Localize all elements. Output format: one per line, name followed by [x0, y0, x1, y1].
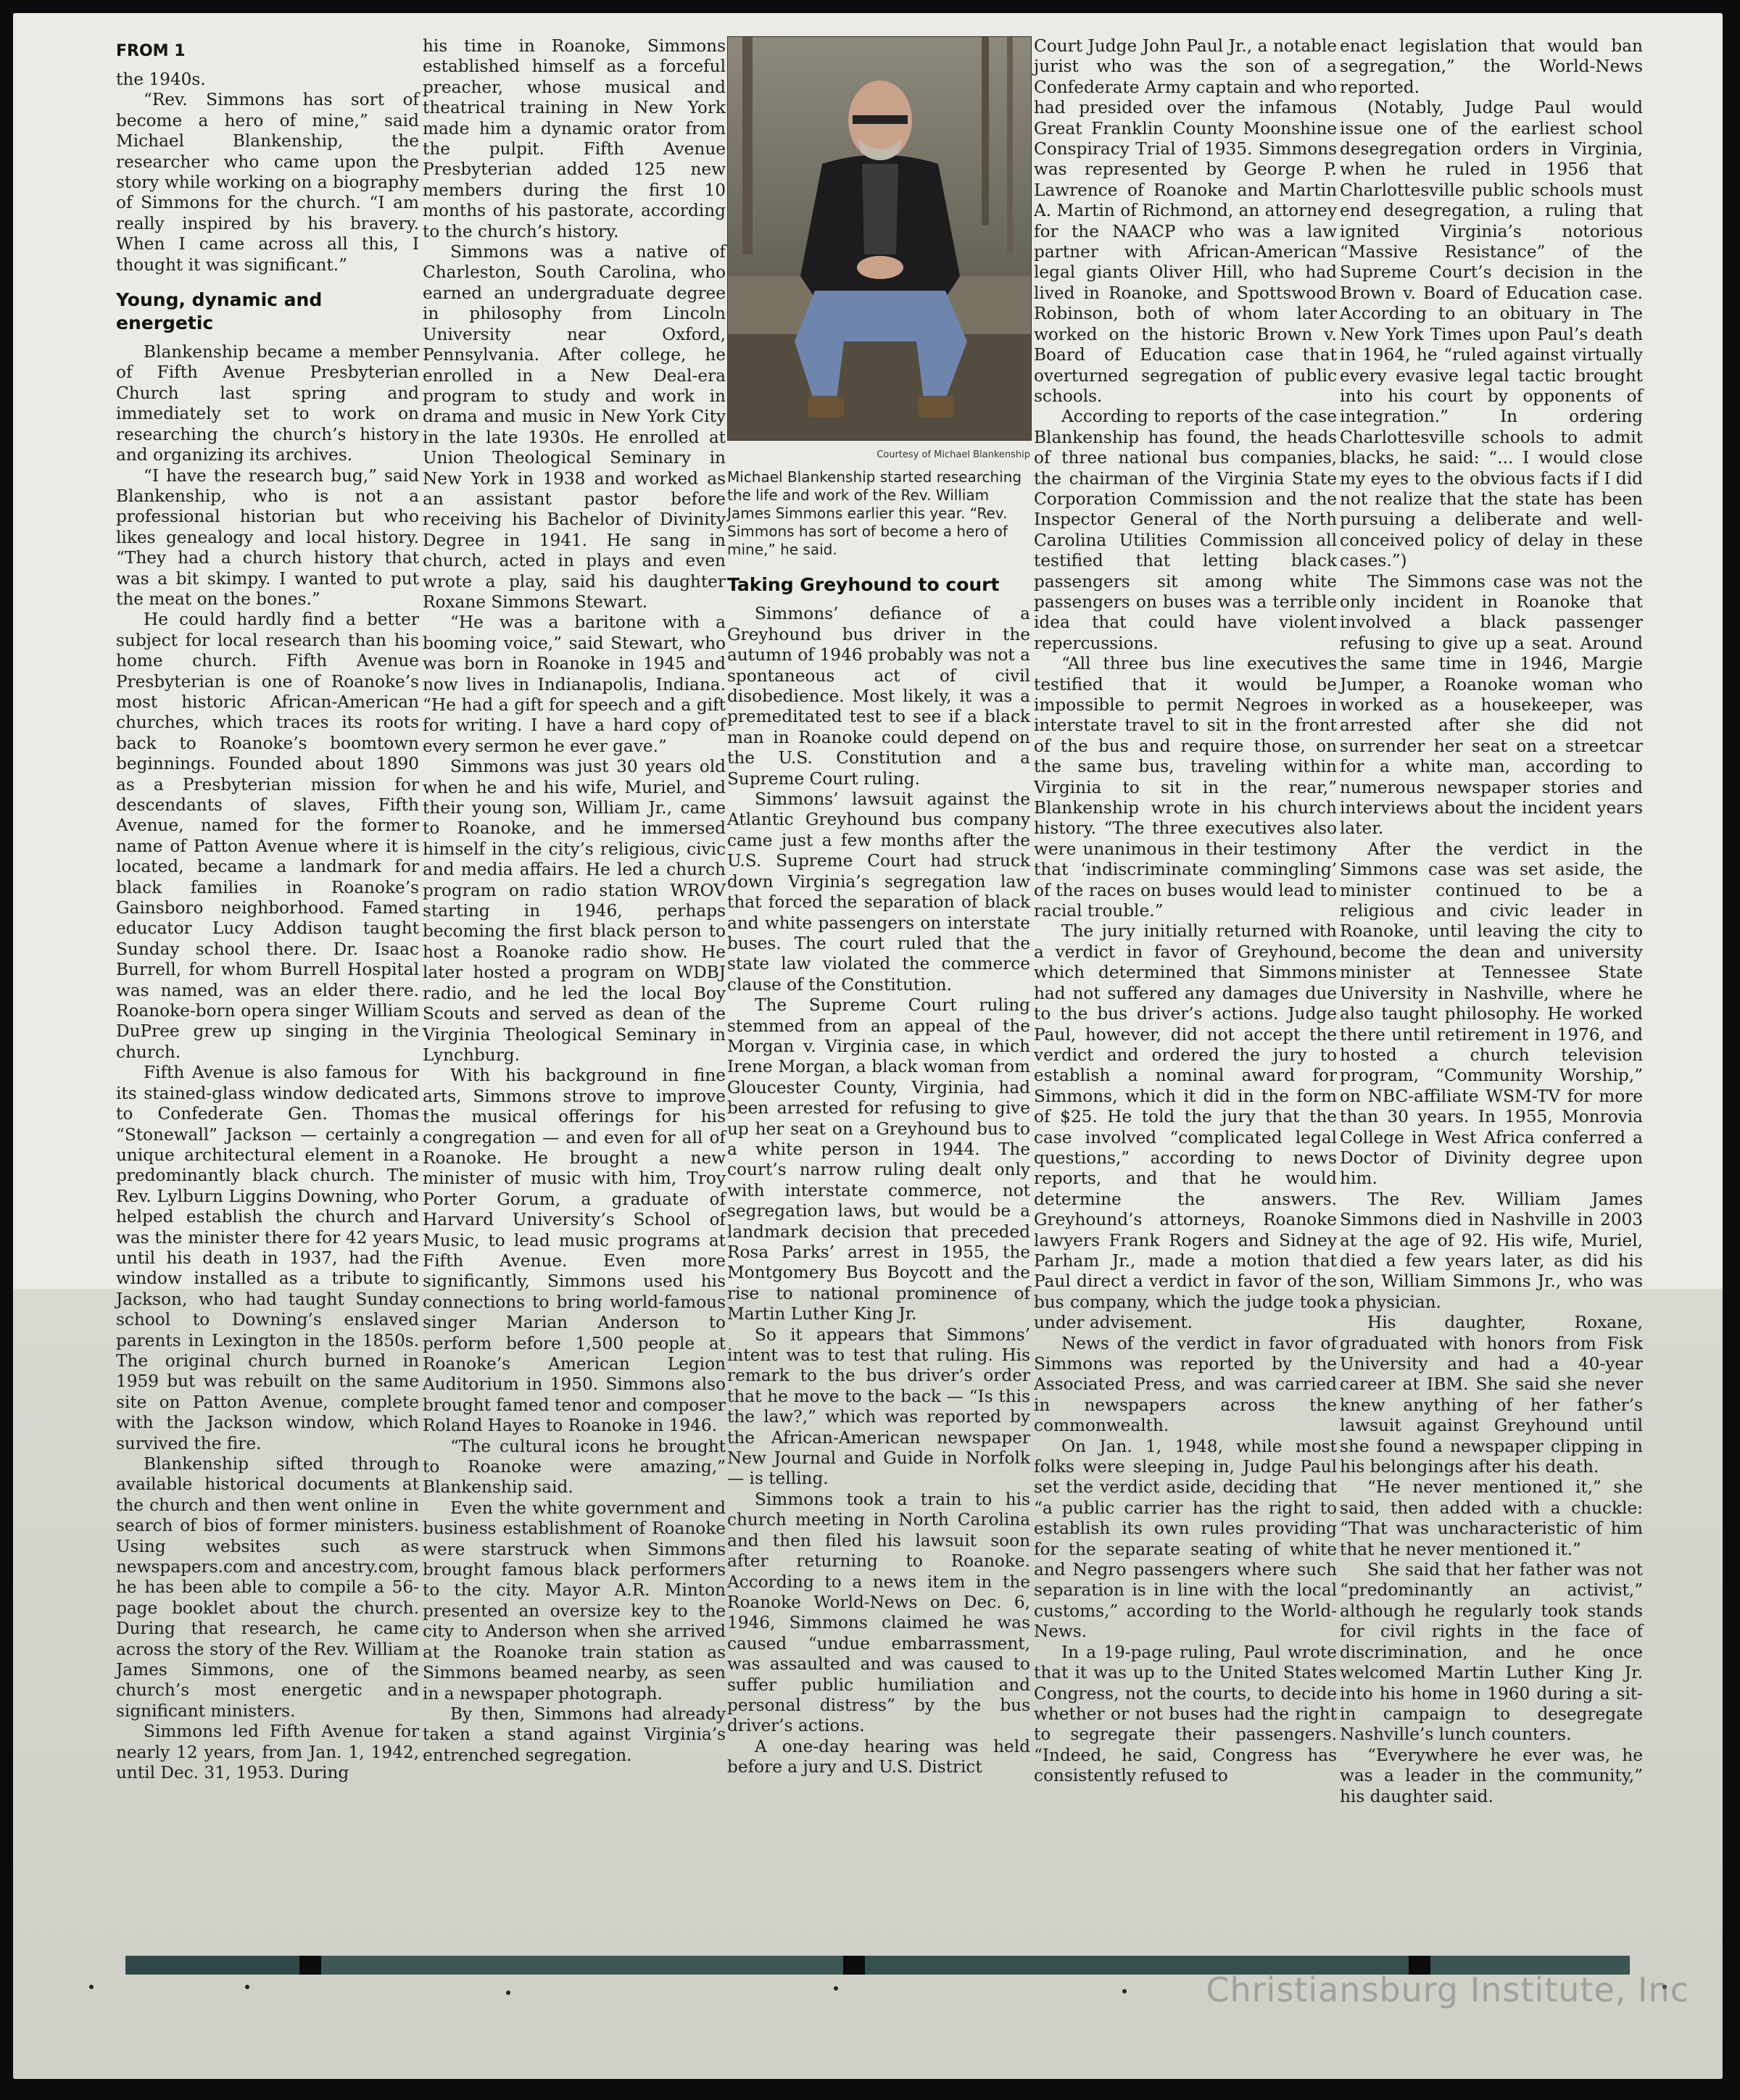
subheading: Young, dynamic and energetic — [116, 289, 323, 334]
registration-dot — [245, 1985, 249, 1989]
strip-segment — [843, 1956, 865, 1975]
article-column-3 — [727, 36, 1030, 1778]
article-column-4 — [1034, 36, 1337, 1787]
paragraph: News of the verdict in favor of Simmons was reported by the Associated Press, and was carried in newspapers across the commonwealth. — [1034, 1333, 1337, 1436]
paragraph: (Notably, Judge Paul would issue one of the earliest school desegregation orders in Virginia, when he ruled in 1956 that Charlottesville public schools must end desegregation, a ruling that ignited Virginia’s notorious “Massive Resistance” of the Supreme Court’s decision in the Brown v. Board of Education case. According to an obituary in The New York Times upon Paul’s death in 1964, he “ruled against virtually every evasive legal tactic brought into his court by opponents of integration.” In ordering Charlottesville schools to admit blacks, he said: “... I would close my eyes to the obvious facts if I did not realize that the state has been pursuing a deliberate and well-conceived policy of delay in these cases.”) — [1340, 98, 1643, 571]
article-column-2 — [423, 36, 726, 1766]
newspaper-page — [13, 13, 1723, 2079]
paragraph: She said that her father was not “predominantly an activist,” although he regularly took stands for civil rights in the face of discrimination, and he once welcomed Martin Luther King Jr. into his home in 1960 during a sit-in campaign to desegregate Nashville’s lunch counters. — [1340, 1560, 1643, 1745]
photo-credit: Courtesy of Michael Blankenship — [877, 449, 1030, 460]
photo-block — [727, 36, 1030, 559]
paragraph: Simmons’ defiance of a Greyhound bus driver in the autumn of 1946 probably was not a spontaneous act of civil disobedience. Most likely, it was a premeditated test to see if a black man in Roanoke could depend on the U.S. Constitution and a Supreme Court ruling. — [727, 604, 1030, 789]
paragraph: The Supreme Court ruling stemmed from an appeal of the Morgan v. Virginia case, in which Irene Morgan, a black woman from Gloucester County, Virginia, had been arrested for refusing to give up her seat on a Greyhound bus to a white person in 1944. The court’s narrow ruling dealt only with interstate commerce, not segregation laws, but would be a landmark decision that preceded Rosa Parks’ arrest in 1955, the Montgomery Bus Boycott and the rise to national prominence of Martin Luther King Jr. — [727, 995, 1030, 1324]
paragraph: Simmons led Fifth Avenue for nearly 12 years, from Jan. 1, 1942, until Dec. 31, 1953. During — [116, 1722, 419, 1783]
strip-segment — [299, 1956, 321, 1975]
paragraph: Fifth Avenue is also famous for its stained-glass window dedicated to Confederate Gen. Thomas “Stonewall” Jackson — certainly a unique architectural element in a predominantly black church. The Rev. Lylburn Liggins Downing, who helped establish the church and was the minister there for 42 years until his death in 1937, had the window installed as a tribute to Jackson, who had taught Sunday school to Downing’s enslaved parents in Lexington in the 1850s. The original church burned in 1959 but was rebuilt on the same site on Patton Avenue, complete with the Jackson window, which survived the fire. — [116, 1063, 419, 1453]
paragraph: “All three bus line executives testified that it would be impossible to permit Negroes in interstate travel to sit in the front of the bus and require those, on the same bus, traveling within Virginia to sit in the rear,” Blankenship wrote in his church history. “The three executives also were unanimous in their testimony that ‘indiscriminate commingling’ of the races on buses would lead to racial trouble.” — [1034, 654, 1337, 921]
paragraph: “The cultural icons he brought to Roanoke were amazing,” Blankenship said. — [423, 1436, 726, 1498]
paragraph: The Rev. William James Simmons died in Nashville in 2003 at the age of 92. His wife, Muriel, died a few years later, as did his son, William Simmons Jr., who was a physician. — [1340, 1189, 1643, 1312]
paragraph: With his background in fine arts, Simmons strove to improve the musical offerings for his congregation — and even for all of Roanoke. He brought a new minister of music with him, Troy Porter Gorum, a graduate of Harvard University’s School of Music, to lead music programs at Fifth Avenue. Even more significantly, Simmons used his connections to bring world-famous singer Marian Anderson to perform before 1,500 people at Roanoke’s American Legion Auditorium in 1950. Simmons also brought famed tenor and composer Roland Hayes to Roanoke in 1946. — [423, 1066, 726, 1436]
watermark-text: Christiansburg Institute, Inc — [1206, 1970, 1689, 2009]
paragraph: the 1940s. — [116, 70, 206, 89]
paragraph: Blankenship became a member of Fifth Avenue Presbyterian Church last spring and immediately set to work on researching the church’s history and organizing its archives. — [116, 342, 419, 465]
article-column-1 — [116, 70, 419, 1784]
paragraph: “He was a baritone with a booming voice,” said Stewart, who was born in Roanoke in 1945 and now lives in Indianapolis, Indiana. “He had a gift for speech and a gift for writing. I have a hard copy of every sermon he ever gave.” — [423, 613, 726, 756]
photo-caption: Michael Blankenship started researching the life and work of the Rev. William James Simmons earlier this year. “Rev. Simmons has sort of become a hero of mine,” he said. — [727, 468, 1022, 559]
paragraph: Simmons was a native of Charleston, South Carolina, who earned an undergraduate degree in philosophy from Lincoln University near Oxford, Pennsylvania. After college, he enrolled in a New Deal-era program to study and work in drama and music in New York City in the late 1930s. He enrolled at Union Theological Seminary in New York in 1938 and worked as an assistant pastor before receiving his Bachelor of Divinity Degree in 1941. He sang in church, acted in plays and even wrote a play, said his daughter Roxane Simmons Stewart. — [423, 242, 726, 612]
jump-kicker: FROM 1 — [116, 42, 186, 60]
paragraph: In a 19-page ruling, Paul wrote that it was up to the United States Congress, not the courts, to decide whether or not buses had the right to segregate their passengers. “Indeed, he said, Congress has consistently refused to — [1034, 1642, 1337, 1786]
paragraph: Court Judge John Paul Jr., a notable jurist who was the son of a Confederate Army captain and who had presided over the infamous Great Franklin County Moonshine Conspiracy Trial of 1935. Simmons was represented by George P. Lawrence of Roanoke and Martin A. Martin of Richmond, an attorney for the NAACP who was a law partner with African-American legal giants Oliver Hill, who had lived in Roanoke, and Spottswood Robinson, both of whom later worked on the historic Brown v. Board of Education case that overturned segregation of public schools. — [1034, 36, 1337, 406]
paragraph: The Simmons case was not the only incident in Roanoke that involved a black passenger refusing to give up a seat. Around the same time in 1946, Margie Jumper, a Roanoke woman who worked as a housekeeper, was arrested after she did not surrender her seat on a streetcar for a white man, according to numerous newspaper stories and interviews about the incident years later. — [1340, 571, 1643, 839]
paragraph: “He never mentioned it,” she said, then added with a chuckle: “That was uncharacteristic of him that he never mentioned it.” — [1340, 1477, 1643, 1559]
paragraph: “Rev. Simmons has sort of become a hero of mine,” said Michael Blankenship, the researcher who came upon the story while working on a biography of Simmons for the church. “I am really inspired by his bravery. When I came across all this, I thought it was significant.” — [116, 90, 419, 275]
strip-segment — [125, 1956, 299, 1975]
paragraph: On Jan. 1, 1948, while most folks were sleeping in, Judge Paul set the verdict aside, deciding that “a public carrier has the right to establish its own rules providing for the separate seating of white and Negro passengers where such separation is in line with the local customs,” according to the World-News. — [1034, 1436, 1337, 1642]
paragraph: According to reports of the case Blankenship has found, the heads of three national bus companies, the chairman of the Virginia State Corporation Commission and the Inspector General of the North Carolina Utilities Commission all testified that letting black passengers sit among white passengers on buses was a terrible idea that could have violent repercussions. — [1034, 407, 1337, 653]
paragraph: Simmons was just 30 years old when he and his wife, Muriel, and their young son, William Jr., came to Roanoke, and he immersed himself in the city’s religious, civic and media affairs. He led a church program on radio station WROV starting in 1946, perhaps becoming the first black person to host a Roanoke radio show. He later hosted a program on WDBJ radio, and he led the local Boy Scouts and served as dean of the Virginia Theological Seminary in Lynchburg. — [423, 757, 726, 1065]
paragraph: So it appears that Simmons’ intent was to test that ruling. His remark to the bus driver’s order that he move to the back — “Is this the law?,” which was reported by the African-American newspaper New Journal and Guide in Norfolk — is telling. — [727, 1324, 1030, 1489]
registration-dot — [506, 1991, 510, 1995]
registration-dot — [1122, 1989, 1127, 1993]
paragraph: Blankenship sifted through available historical documents at the church and then went online in search of bios of former ministers. Using websites such as newspapers.com and ancestry.com, he has been able to compile a 56-page booklet about the church. During that research, he came across the story of the Rev. William James Simmons, one of the church’s most energetic and significant ministers. — [116, 1454, 419, 1721]
paragraph: enact legislation that would ban segregation,” the World-News reported. — [1340, 36, 1643, 97]
paragraph: Even the white government and business establishment of Roanoke were starstruck when Simmons brought famous black performers to the city. Mayor A.R. Minton presented an oversize key to the city to Anderson when she arrived at the Roanoke train station as Simmons beamed nearby, as seen in a newspaper photograph. — [423, 1498, 726, 1703]
paragraph: Simmons’ lawsuit against the Atlantic Greyhound bus company came just a few months after the U.S. Supreme Court had struck down Virginia’s segregation law that forced the separation of black and white passengers on interstate buses. The court ruled that the state law violated the commerce clause of the Constitution. — [727, 789, 1030, 995]
subheading: Taking Greyhound to court — [727, 574, 1000, 596]
paragraph: his time in Roanoke, Simmons established himself as a forceful preacher, whose musical and theatrical training in New York made him a dynamic orator from the pulpit. Fifth Avenue Presbyterian added 125 new members during the first 10 months of his pastorate, according to the church’s history. — [423, 36, 726, 241]
portrait-photo — [727, 36, 1032, 441]
paragraph: After the verdict in the Simmons case was set aside, the minister continued to be a religious and civic leader in Roanoke, until leaving the city to become the dean and university minister at Tennessee State University in Nashville, where he also taught philosophy. He worked there until retirement in 1976, and hosted a church television program, “Community Worship,” on NBC-affiliate WSM-TV for more than 30 years. In 1955, Monrovia College in West Africa conferred a Doctor of Divinity degree upon him. — [1340, 839, 1643, 1189]
paragraph: “I have the research bug,” said Blankenship, who is not a professional historian but who likes genealogy and local history. “They had a church history that was a bit skimpy. I wanted to put the meat on the bones.” — [116, 465, 419, 609]
article-column-5 — [1340, 36, 1643, 1807]
paragraph: His daughter, Roxane, graduated with honors from Fisk University and had a 40-year career at IBM. She said she never knew anything of her father’s lawsuit against Greyhound until she found a newspaper clipping in his belongings after his death. — [1340, 1313, 1643, 1477]
paragraph: The jury initially returned with a verdict in favor of Greyhound, which determined that Simmons had not suffered any damages due to the bus driver’s actions. Judge Paul, however, did not accept the verdict and ordered the jury to establish a nominal award for Simmons, which it did in the form of $25. He told the jury that the case involved “complicated legal questions,” according to news reports, and that he would determine the answers. Greyhound’s attorneys, Roanoke lawyers Frank Rogers and Sidney Parham Jr., made a motion that Paul direct a verdict in favor of the bus company, which the judge took under advisement. — [1034, 921, 1337, 1333]
paragraph: By then, Simmons had already taken a stand against Virginia’s entrenched segregation. — [423, 1703, 726, 1765]
registration-dot — [89, 1985, 94, 1989]
paragraph: “Everywhere he ever was, he was a leader in the community,” his daughter said. — [1340, 1745, 1643, 1806]
registration-dot — [834, 1986, 838, 1991]
paragraph: Simmons took a train to his church meeting in North Carolina and then filed his lawsuit soon after returning to Roanoke. According to a news item in the Roanoke World-News on Dec. 6, 1946, Simmons claimed he was caused “undue embarrassment, was assaulted and was caused to suffer public humiliation and personal distress” by the bus driver’s actions. — [727, 1489, 1030, 1736]
paragraph: A one-day hearing was held before a jury and U.S. District — [727, 1736, 1030, 1777]
paragraph: He could hardly find a better subject for local research than his home church. Fifth Avenue Presbyterian is one of Roanoke’s most historic African-American churches, which traces its roots back to Roanoke’s boomtown beginnings. Founded about 1890 as a Presbyterian mission for descendants of slaves, Fifth Avenue, named for the former name of Patton Avenue where it is located, became a landmark for black families in Roanoke’s Gainsboro neighborhood. Famed educator Lucy Addison taught Sunday school there. Dr. Isaac Burrell, for whom Burrell Hospital was named, was an elder there. Roanoke-born opera singer William DuPree grew up singing in the church. — [116, 610, 419, 1062]
strip-segment — [321, 1956, 843, 1975]
